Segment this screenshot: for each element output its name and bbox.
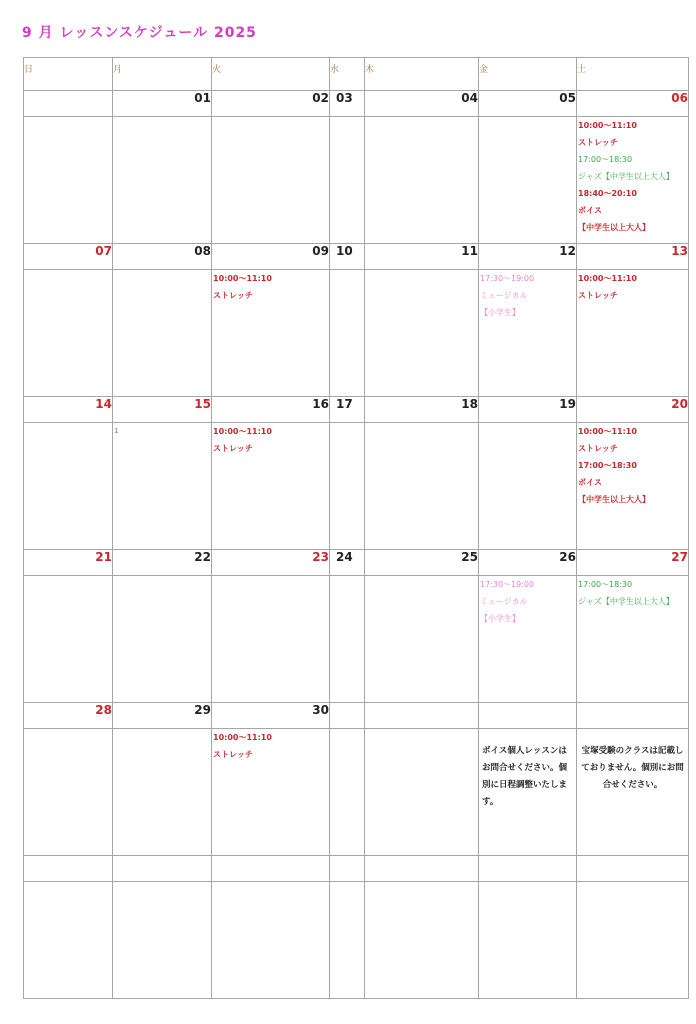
date-cell: 28 [24,703,113,729]
date-cell: 05 [479,91,577,117]
event-cell [365,576,479,703]
event-line: 17:00〜18:30 [578,461,637,470]
date-cell [330,703,365,729]
date-cell [113,856,212,882]
event-cell [24,576,113,703]
date-cell: 14 [24,397,113,423]
event-cell [330,576,365,703]
weekday-wed: 水 [330,58,365,91]
weekday-fri: 金 [479,58,577,91]
event-cell [113,117,212,244]
week-5-events [24,729,689,856]
date-cell: 27 [577,550,689,576]
calendar-grid [23,57,689,999]
event-cell [479,270,577,397]
date-cell [330,856,365,882]
voice-lesson-note: ボイス個人レッスンはお問合せください。個別に日程調整いたします。 [482,746,568,807]
event-line: 10:00〜11:10 [213,427,272,436]
date-cell [577,856,689,882]
event-line: 【中学生以上大人】 [578,223,650,232]
event-line: 【小学生】 [480,614,520,623]
event-line: 18:40〜20:10 [578,189,637,198]
weekday-tue: 火 [212,58,330,91]
date-cell: 11 [365,244,479,270]
event-cell [24,729,113,856]
event-cell [212,423,330,550]
date-cell: 10 [330,244,365,270]
date-cell: 26 [479,550,577,576]
event-cell [212,117,330,244]
page-title: 9 月 レッスンスケジュール 2025 [22,25,257,41]
date-cell: 22 [113,550,212,576]
event-cell [577,423,689,550]
date-cell: 01 [113,91,212,117]
event-line: ストレッチ [213,291,253,300]
date-cell [479,703,577,729]
date-cell [212,856,330,882]
date-cell: 02 [212,91,330,117]
event-line: ジャズ【中学生以上大人】 [578,597,674,606]
event-cell [212,882,330,999]
date-cell: 04 [365,91,479,117]
week-2-events [24,270,689,397]
event-line: 17:00〜18:30 [578,155,633,164]
weekday-header-row [24,58,689,91]
event-line: 10:00〜11:10 [578,427,637,436]
event-cell [479,423,577,550]
event-cell [479,729,577,856]
date-cell [577,703,689,729]
weekday-sun: 日 [24,58,113,91]
event-line: ストレッチ [213,750,253,759]
date-cell: 12 [479,244,577,270]
date-cell: 19 [479,397,577,423]
event-cell [24,882,113,999]
date-cell [365,856,479,882]
event-cell [330,270,365,397]
event-cell [330,882,365,999]
event-cell [212,729,330,856]
event-cell [365,117,479,244]
event-cell [479,576,577,703]
date-cell: 24 [330,550,365,576]
weekday-sat: 土 [577,58,689,91]
event-cell [479,882,577,999]
date-cell [479,856,577,882]
event-line: ストレッチ [213,444,253,453]
event-line: 【中学生以上大人】 [578,495,650,504]
event-cell [577,576,689,703]
weekday-thu: 木 [365,58,479,91]
week-6-dates [24,856,689,882]
event-line: 10:00〜11:10 [213,733,272,742]
week-2-dates [24,244,689,270]
event-cell [365,729,479,856]
event-line: 1 [114,427,119,435]
event-line: 17:00〜18:30 [578,580,633,589]
event-cell [212,270,330,397]
event-line: ストレッチ [578,444,618,453]
event-line: ボイス [578,206,602,215]
weekday-mon: 月 [113,58,212,91]
event-line: 10:00〜11:10 [578,274,637,283]
week-3-dates [24,397,689,423]
event-line: ストレッチ [578,291,618,300]
week-1-dates [24,91,689,117]
date-cell [24,91,113,117]
event-line: 17:30〜19:00 [480,580,535,589]
week-4-events [24,576,689,703]
event-cell [212,576,330,703]
event-cell [365,882,479,999]
week-6-events [24,882,689,999]
event-cell [479,117,577,244]
event-cell [577,270,689,397]
date-cell: 07 [24,244,113,270]
date-cell [24,856,113,882]
event-cell [113,423,212,550]
event-cell [24,117,113,244]
event-line: ミュージカル [480,291,528,300]
date-cell: 17 [330,397,365,423]
event-line: 10:00〜11:10 [578,121,637,130]
date-cell: 23 [212,550,330,576]
event-cell [113,576,212,703]
event-line: ジャズ【中学生以上大人】 [578,172,674,181]
takarazuka-note: 宝塚受験のクラスは記載しておりません。個別にお問合せください。 [581,746,684,790]
event-cell [113,729,212,856]
date-cell: 13 [577,244,689,270]
event-cell [365,270,479,397]
date-cell: 21 [24,550,113,576]
event-cell [113,270,212,397]
date-cell: 29 [113,703,212,729]
date-cell: 08 [113,244,212,270]
date-cell: 16 [212,397,330,423]
event-cell [330,729,365,856]
week-1-events [24,117,689,244]
date-cell: 30 [212,703,330,729]
event-line: ストレッチ [578,138,618,147]
event-cell [113,882,212,999]
date-cell: 09 [212,244,330,270]
event-cell [24,423,113,550]
event-cell [330,423,365,550]
date-cell: 25 [365,550,479,576]
week-5-dates [24,703,689,729]
date-cell: 15 [113,397,212,423]
event-line: ミュージカル [480,597,528,606]
event-line: 17:30〜19:00 [480,274,535,283]
event-line: ボイス [578,478,602,487]
event-cell [577,117,689,244]
date-cell: 18 [365,397,479,423]
event-cell [330,117,365,244]
date-cell: 03 [330,91,365,117]
event-cell [365,423,479,550]
event-cell [24,270,113,397]
event-line: 10:00〜11:10 [213,274,272,283]
date-cell: 06 [577,91,689,117]
event-cell [577,729,689,856]
event-cell [577,882,689,999]
event-line: 【小学生】 [480,308,520,317]
week-3-events [24,423,689,550]
date-cell: 20 [577,397,689,423]
week-4-dates [24,550,689,576]
date-cell [365,703,479,729]
